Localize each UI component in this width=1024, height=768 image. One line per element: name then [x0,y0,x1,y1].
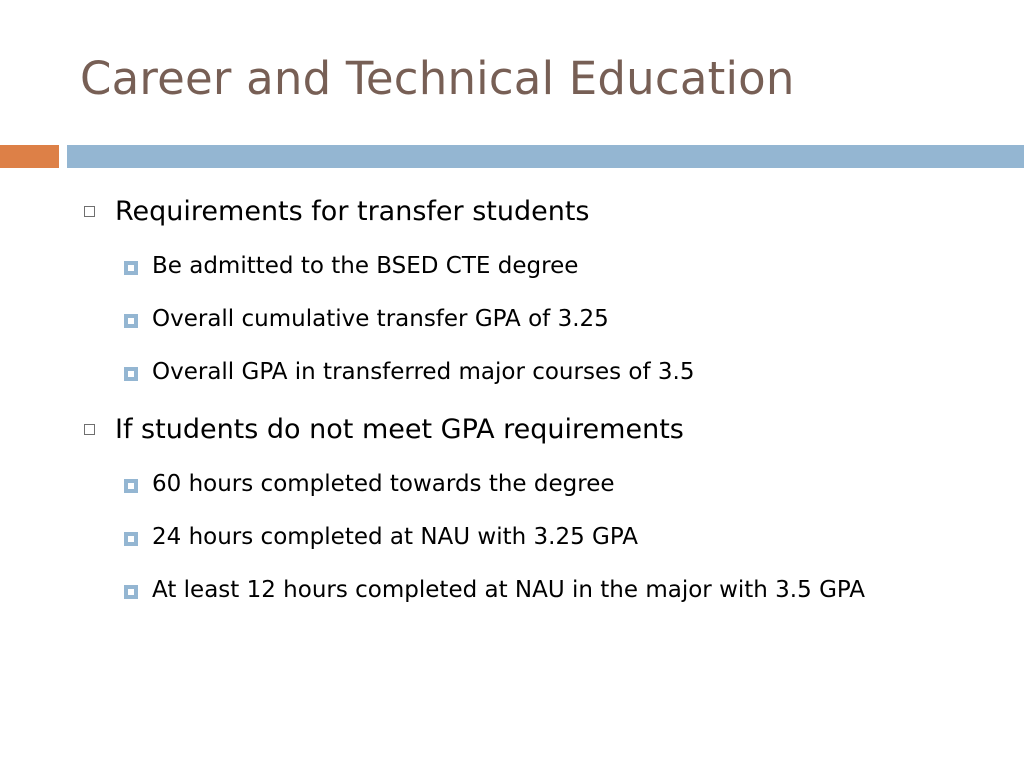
bullet-text: If students do not meet GPA requirements [115,414,684,445]
square-bullet-icon [124,479,138,493]
hollow-square-bullet-icon [84,424,95,435]
sub-bullet-text: 60 hours completed towards the degree [152,471,615,497]
square-bullet-icon [124,532,138,546]
square-bullet-icon [124,314,138,328]
square-bullet-icon [124,367,138,381]
bullet-level1 [84,196,590,227]
bullet-level2 [124,577,942,608]
sub-bullet-text: At least 12 hours completed at NAU in the major with 3.5 GPA [152,577,866,603]
bullet-text: Requirements for transfer students [115,196,590,227]
square-bullet-icon [124,585,138,599]
bullet-level2 [124,253,578,284]
slide-title: Career and Technical Education [80,52,795,105]
bullet-level2 [124,471,615,502]
hollow-square-bullet-icon [84,206,95,217]
bullet-level1 [84,414,684,445]
sub-bullet-text: Overall cumulative transfer GPA of 3.25 [152,306,609,332]
sub-bullet-text: 24 hours completed at NAU with 3.25 GPA [152,524,638,550]
bullet-level2 [124,306,609,337]
sub-bullet-text: Overall GPA in transferred major courses of 3.5 [152,359,695,385]
bullet-level2 [124,359,694,390]
square-bullet-icon [124,261,138,275]
sub-bullet-text: Be admitted to the BSED CTE degree [152,253,579,279]
bullet-level2 [124,524,638,555]
